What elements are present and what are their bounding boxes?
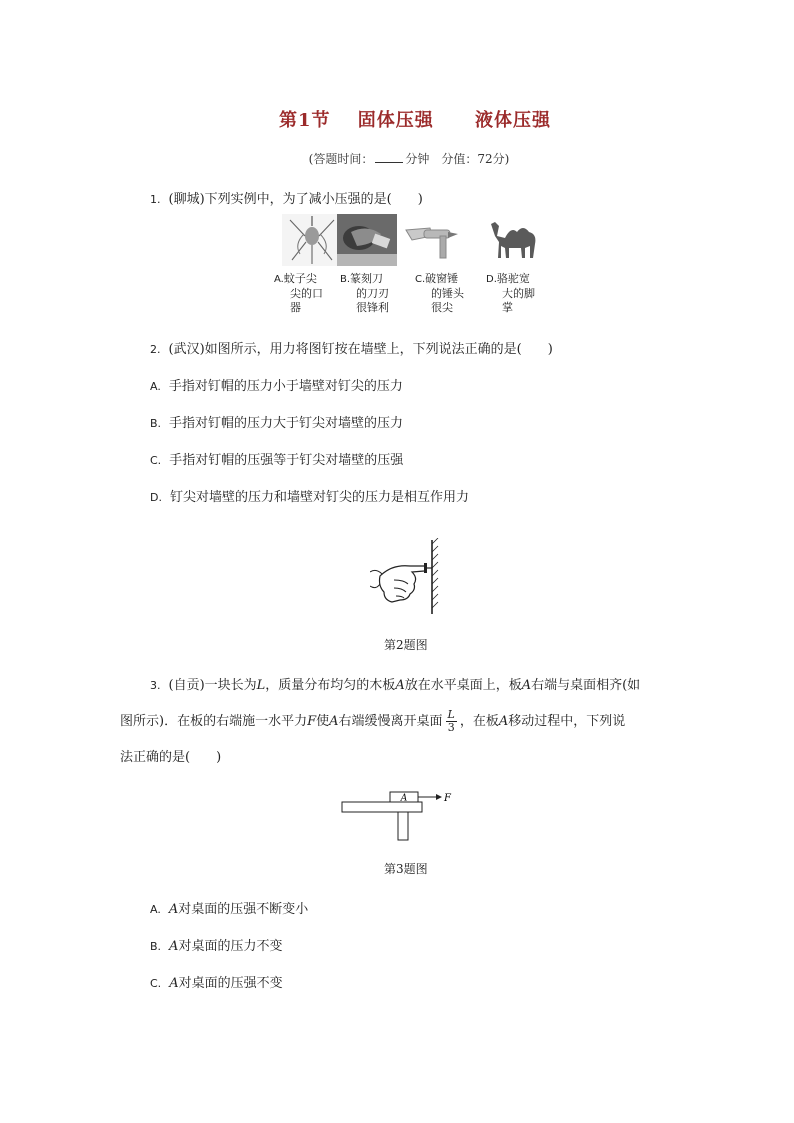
mosquito-image [282, 214, 342, 266]
question-3-option-c: C. A对桌面的压强不变 [150, 976, 283, 991]
option-d-caption: D.骆驼宽 大的脚 掌 [486, 272, 535, 314]
question-2-stem [150, 338, 553, 357]
answer-time-line [0, 150, 794, 167]
question-3-option-b: B. A对桌面的压力不变 [150, 939, 283, 954]
time-blank [375, 151, 403, 163]
question-3-stem-line-3: 法正确的是( ) [120, 750, 222, 765]
question-3-option-a: A. A对桌面的压强不断变小 [150, 902, 309, 917]
option-b-caption: B.篆刻刀 的刀刃 很锋利 [340, 272, 389, 314]
figure-2-caption: 第2题图 [384, 638, 428, 652]
page-title [0, 106, 794, 132]
force-f-label: F [444, 793, 451, 804]
board-table-figure [340, 790, 460, 842]
option-c-caption: C.破窗锤 的锤头 很尖 [415, 272, 464, 314]
question-1-stem [150, 188, 423, 207]
question-number: 2. [150, 343, 161, 356]
time-prefix: (答题时间： [308, 152, 374, 166]
thumbtack-figure [370, 538, 450, 616]
question-2-option-b: B. 手指对钉帽的压力大于钉尖对墙壁的压力 [150, 416, 404, 431]
figure-3-caption: 第3题图 [384, 862, 428, 876]
topic-solid-pressure: 固体压强 [357, 110, 434, 131]
window-hammer-image [400, 214, 460, 266]
topic-liquid-pressure: 液体压强 [475, 110, 552, 131]
time-suffix: 分钟 分值：72分) [405, 152, 510, 166]
option-a-caption: A.蚊子尖 尖的口 器 [274, 272, 323, 314]
fraction-l-over-3: $\frac{L}{3}$ [447, 708, 455, 734]
question-3-stem-line-2: 图所示)．在板的右端施一水平力F使A右端缓慢离开桌面 $\frac{L}{3}$ ，在板A移动过程中，下列说 [120, 708, 626, 734]
question-2-option-d: D. 钉尖对墙壁的压力和墙壁对钉尖的压力是相互作用力 [150, 490, 469, 505]
question-2-option-a: A. 手指对钉帽的压力小于墙壁对钉尖的压力 [150, 379, 403, 394]
section-number: 第1节 [278, 110, 331, 131]
question-3-stem: 3. (自贡)一块长为L，质量分布均匀的木板A放在水平桌面上，板A右端与桌面相齐(如 [150, 678, 641, 693]
block-a-label: A [400, 793, 408, 804]
question-2-option-c: C. 手指对钉帽的压强等于钉尖对墙壁的压强 [150, 453, 404, 468]
question-number: 3. [150, 679, 161, 692]
camel-image [485, 214, 545, 266]
carving-knife-image [337, 214, 397, 266]
question-text: (武汉)如图所示，用力将图钉按在墙壁上，下列说法正确的是( ) [168, 342, 553, 357]
question-number: 1. [150, 193, 161, 206]
question-text: (聊城)下列实例中，为了减小压强的是( ) [168, 192, 423, 207]
